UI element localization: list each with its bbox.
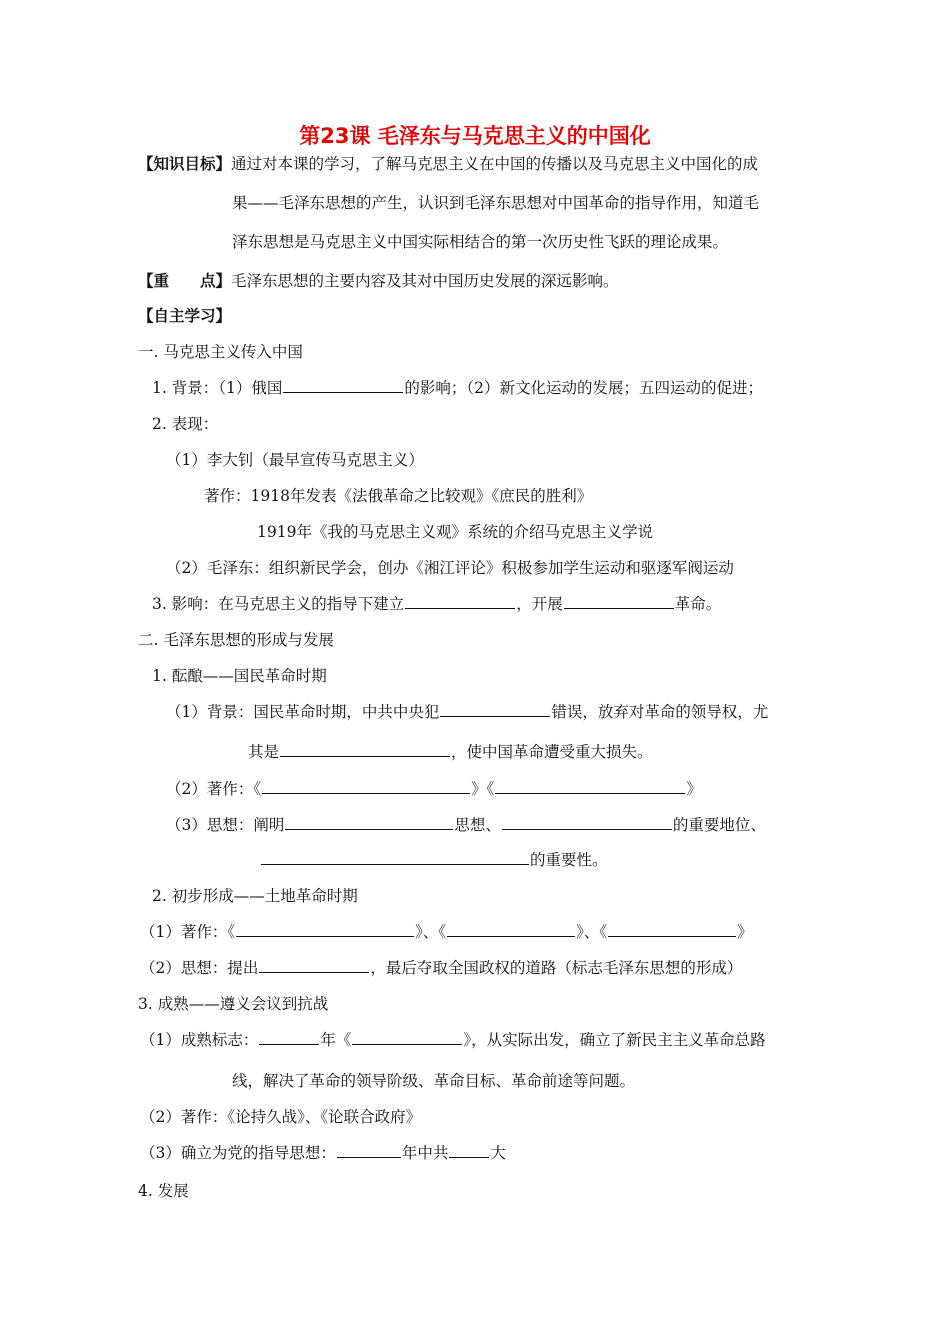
phase-1-bg-text-b: 错误，放弃对革命的领导权，尤 — [551, 703, 769, 721]
phase-1-thought-line-2 — [260, 849, 608, 871]
knowledge-goal-line-1 — [138, 153, 758, 175]
blank-establish[interactable] — [405, 594, 515, 609]
phase-3-heading: 3. 成熟——遵义会议到抗战 — [138, 995, 329, 1013]
background-text-b: 的影响；（2）新文化运动的发展；五四运动的促进； — [404, 379, 763, 397]
phase-2-works-text-c: 》、《 — [576, 923, 608, 941]
phase-2-works-text-d: 》 — [737, 923, 753, 941]
phase-1-thought-text-a: （3）思想：阐明 — [166, 816, 285, 834]
page-title: 第23课 毛泽东与马克思主义的中国化 — [299, 124, 651, 148]
knowledge-goal-label: 【知识目标】 — [138, 154, 232, 173]
phase-1-bg2-text-a: 其是 — [248, 743, 280, 761]
phase-1-works-text-b: 》《 — [471, 780, 495, 798]
section-1-heading: 一. 马克思主义传入中国 — [138, 343, 303, 361]
phase-3-works-line: （2）著作：《论持久战》、《论联合政府》 — [140, 1108, 422, 1126]
background-text-a: 1. 背景：（1）俄国 — [152, 379, 283, 397]
phase-1-bg2-text-b: ，使中国革命遭受重大损失。 — [451, 743, 653, 761]
blank-thought[interactable] — [285, 815, 453, 830]
phase-4-heading: 4. 发展 — [138, 1182, 189, 1200]
blank-year-1[interactable] — [259, 1030, 319, 1045]
mao-line: （2）毛泽东：组织新民学会，创办《湘江评论》积极参加学生运动和驱逐军阀运动 — [166, 559, 734, 577]
phase-1-background-line — [166, 701, 768, 723]
blank-work-2[interactable] — [495, 779, 685, 794]
phase-3-guide-text-c: 大 — [490, 1144, 506, 1162]
phase-3-mark-text-b: 年《 — [320, 1031, 352, 1049]
phase-2-heading: 2. 初步形成——土地革命时期 — [152, 887, 358, 905]
blank-work-5[interactable] — [608, 922, 736, 937]
phase-2-works-text-b: 》、《 — [415, 923, 447, 941]
blank-revolution[interactable] — [564, 594, 674, 609]
phase-2-thought-text-b: ，最后夺取全国政权的道路（标志毛泽东思想的形成） — [370, 959, 743, 977]
phase-3-guide-text-b: 年中共 — [401, 1144, 449, 1162]
phase-1-background-line-2 — [248, 741, 653, 763]
blank-importance[interactable] — [261, 850, 529, 865]
knowledge-goal-line-2: 果——毛泽东思想的产生，认识到毛泽东思想对中国革命的指导作用，知道毛 — [232, 194, 760, 212]
blank-error[interactable] — [440, 702, 550, 717]
key-point-label: 【重 点】 — [138, 271, 232, 290]
phase-3-guide-line — [140, 1142, 506, 1164]
phase-3-mark-text-c: 》，从实际出发，确立了新民主主义革命总路 — [463, 1031, 766, 1049]
li-dazhao-line: （1）李大钊（最早宣传马克思主义） — [166, 451, 424, 469]
phase-1-thought-text-b: 思想、 — [454, 816, 501, 834]
self-study-label: 【自主学习】 — [138, 306, 232, 325]
influence-text-c: 革命。 — [674, 595, 722, 613]
key-point-line — [138, 270, 619, 292]
phase-2-works-line — [140, 921, 753, 943]
phase-1-bg-text-a: （1）背景：国民革命时期，中共中央犯 — [166, 703, 440, 721]
blank-work-6[interactable] — [352, 1030, 462, 1045]
phase-3-mark-text-a: （1）成熟标志： — [140, 1031, 259, 1049]
phase-3-guide-text-a: （3）确立为党的指导思想： — [140, 1144, 336, 1162]
section-2-heading: 二. 毛泽东思想的形成与发展 — [138, 631, 334, 649]
performance-label: 2. 表现： — [152, 415, 219, 433]
phase-1-works-line — [166, 778, 702, 800]
blank-especially[interactable] — [280, 742, 450, 757]
phase-1-thought2-text: 的重要性。 — [530, 851, 608, 869]
blank-work-3[interactable] — [236, 922, 414, 937]
phase-2-works-text-a: （1）著作：《 — [140, 923, 236, 941]
blank-position[interactable] — [502, 815, 672, 830]
knowledge-goal-line-3: 泽东思想是马克思主义中国实际相结合的第一次历史性飞跃的理论成果。 — [232, 233, 729, 251]
knowledge-goal-text-1: 通过对本课的学习，了解马克思主义在中国的传播以及马克思主义中国化的成 — [231, 155, 759, 173]
phase-1-heading: 1. 酝酿——国民革命时期 — [152, 667, 327, 685]
influence-text-b: ，开展 — [516, 595, 563, 613]
key-point-text: 毛泽东思想的主要内容及其对中国历史发展的深远影响。 — [231, 272, 619, 290]
blank-congress[interactable] — [449, 1143, 489, 1158]
blank-work-4[interactable] — [447, 922, 575, 937]
background-line — [152, 377, 763, 399]
blank-work-1[interactable] — [262, 779, 470, 794]
phase-2-thought-text-a: （2）思想：提出 — [140, 959, 259, 977]
works-line-1: 著作：1918年发表《法俄革命之比较观》《庶民的胜利》 — [204, 487, 593, 505]
influence-line — [152, 593, 721, 615]
phase-2-thought-line — [140, 957, 742, 979]
phase-1-works-text-a: （2）著作：《 — [166, 780, 262, 798]
phase-3-mark-line-2: 线，解决了革命的领导阶级、革命目标、革命前途等问题。 — [232, 1072, 636, 1090]
influence-text-a: 3. 影响：在马克思主义的指导下建立 — [152, 595, 405, 613]
blank-russia[interactable] — [283, 378, 403, 393]
phase-1-thought-text-c: 的重要地位、 — [672, 816, 766, 834]
blank-year-2[interactable] — [337, 1143, 401, 1158]
works-line-2: 1919年《我的马克思主义观》系统的介绍马克思主义学说 — [257, 523, 653, 541]
phase-1-works-text-c: 》 — [686, 780, 702, 798]
blank-road[interactable] — [259, 958, 369, 973]
phase-3-mark-line — [140, 1029, 766, 1051]
phase-1-thought-line — [166, 814, 766, 836]
